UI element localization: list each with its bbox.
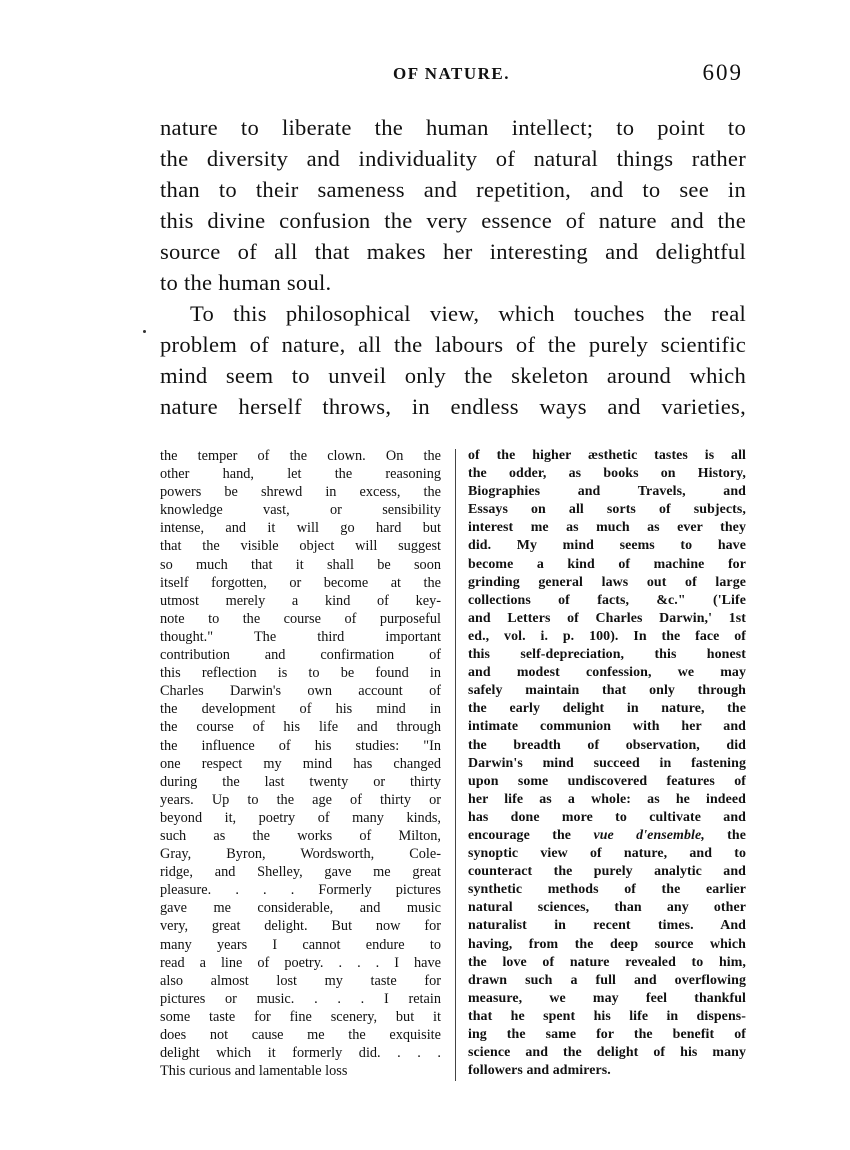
- footnote-line: that he spent his life in dispens-: [468, 1008, 746, 1024]
- italic-phrase: vue d'ensemble,: [593, 827, 705, 843]
- footnote-line: Gray, Byron, Wordsworth, Cole-: [160, 846, 441, 863]
- footnote-line: her life as a whole: as he indeed: [468, 791, 746, 807]
- footnote-right-column: [468, 447, 746, 1080]
- footnote-line: the breadth of observation, did: [468, 737, 746, 753]
- footnote-line: the influence of his studies: "In: [160, 737, 441, 754]
- running-title: OF NATURE.: [393, 64, 510, 83]
- footnote-line: many years I cannot endure to: [160, 936, 441, 953]
- main-paragraphs: [160, 112, 746, 422]
- footnote-line: having, from the deep source which: [468, 936, 746, 952]
- footnote-line: beyond it, poetry of many kinds,: [160, 809, 441, 826]
- footnote-line: delight which it formerly did. . . .: [160, 1045, 441, 1062]
- footnote-line: ing the same for the benefit of: [468, 1027, 746, 1042]
- footnote-line: natural sciences, than any other: [468, 900, 746, 916]
- footnote-line: during the last twenty or thirty: [160, 773, 441, 790]
- footnote-line: ridge, and Shelley, gave me great: [160, 864, 441, 881]
- main-text-line: to the human soul.: [160, 270, 332, 295]
- running-head: [160, 60, 743, 90]
- footnote-line: the temper of the clown. On the: [160, 448, 441, 464]
- footnote-line: does not cause me the exquisite: [160, 1027, 441, 1043]
- footnote-line: very, great delight. But now for: [160, 918, 441, 935]
- footnote-line: ed., vol. i. p. 100). In the face of: [468, 628, 746, 644]
- footnote-line: become a kind of machine for: [468, 556, 746, 572]
- footnote-line: also almost lost my taste for: [160, 972, 441, 989]
- footnote-line: such as the works of Milton,: [160, 827, 441, 844]
- main-text-line: problem of nature, all the labours of the purely scientific: [160, 332, 746, 357]
- footnote-line: synthetic methods of the earlier: [468, 882, 746, 898]
- footnote-line: gave me considerable, and music: [160, 900, 441, 917]
- footnote-line: and modest confession, we may: [468, 665, 746, 681]
- footnote-line: grinding general laws out of large: [468, 574, 746, 590]
- footnote-line: read a line of poetry. . . . I have: [160, 954, 441, 971]
- footnote-line: followers and admirers.: [468, 1063, 611, 1079]
- footnote-line: thought." The third important: [160, 628, 441, 645]
- footnote-line: Essays on all sorts of subjects,: [468, 502, 746, 518]
- footnote-line: the odder, as books on History,: [468, 466, 746, 482]
- footnote-line: the development of his mind in: [160, 701, 441, 718]
- footnote-line: and Letters of Charles Darwin,' 1st: [468, 610, 746, 626]
- footnote-line: did. My mind seems to have: [468, 538, 746, 554]
- main-text-line: To this philosophical view, which touches the real: [190, 301, 746, 326]
- footnote-left-column: [160, 447, 441, 1080]
- main-text-line: nature herself throws, in endless ways and varieties,: [160, 394, 746, 419]
- footnote-line: the love of nature revealed to him,: [468, 954, 746, 970]
- footnote-line: of the higher æsthetic tastes is all: [468, 448, 746, 463]
- column-divider: [455, 449, 456, 1081]
- footnote-line: this self-depreciation, this honest: [468, 647, 746, 663]
- footnote-line: Biographies and Travels, and: [468, 484, 746, 500]
- footnote-line: the early delight in nature, the: [468, 701, 746, 717]
- footnote-line: pleasure. . . . Formerly pictures: [160, 882, 441, 899]
- page-number: 609: [702, 60, 743, 85]
- footnote-line: safely maintain that only through: [468, 683, 746, 699]
- footnote-line: collections of facts, &c." ('Life: [468, 592, 746, 608]
- footnote-text: encourage the: [468, 827, 594, 843]
- main-text-line: source of all that makes her interesting and delightful: [160, 239, 746, 264]
- footnote-line: Darwin's mind succeed in fastening: [468, 755, 746, 771]
- footnote-line: has done more to cultivate and: [468, 809, 746, 825]
- footnote-line: this reflection is to be found in: [160, 665, 441, 682]
- footnote-line: note to the course of purposeful: [160, 610, 441, 627]
- footnote-line: pictures or music. . . . I retain: [160, 990, 441, 1007]
- footnote-line: science and the delight of his many: [468, 1045, 746, 1061]
- footnote-line: knowledge vast, or sensibility: [160, 502, 441, 519]
- main-text-line: than to their sameness and repetition, and to see in: [160, 177, 746, 202]
- footnote-line: other hand, let the reasoning: [160, 466, 441, 483]
- footnote-line: contribution and confirmation of: [160, 647, 441, 664]
- main-text-line: this divine confusion the very essence of nature and the: [160, 208, 746, 233]
- footnote-line: so much that it shall be soon: [160, 556, 441, 573]
- footnote-line: Charles Darwin's own account of: [160, 683, 441, 700]
- footnote-line: naturalist in recent times. And: [468, 918, 746, 934]
- footnote-line: This curious and lamentable loss: [160, 1063, 348, 1080]
- main-text-line: nature to liberate the human intellect; to point to: [160, 115, 746, 140]
- footnote-line: the course of his life and through: [160, 719, 441, 736]
- footnote-line: interest me as much as ever they: [468, 520, 746, 536]
- footnote-line: upon some undiscovered features of: [468, 773, 746, 789]
- footnote-line: synoptic view of nature, and to: [468, 846, 746, 862]
- footnote-line: one respect my mind has changed: [160, 755, 441, 772]
- footnote-line: years. Up to the age of thirty or: [160, 791, 441, 808]
- footnote: [160, 447, 746, 1097]
- footnote-line-with-italic: [468, 827, 746, 845]
- footnote-line: drawn such a full and overflowing: [468, 972, 746, 988]
- footnote-line: counteract the purely analytic and: [468, 864, 746, 880]
- main-text-line: the diversity and individuality of natural things rather: [160, 146, 746, 171]
- footnote-line: itself forgotten, or become at the: [160, 574, 441, 591]
- footnote-line: that the visible object will suggest: [160, 538, 441, 555]
- main-text-line: mind seem to unveil only the skeleton around which: [160, 363, 746, 388]
- footnote-line: measure, we may feel thankful: [468, 990, 746, 1006]
- footnote-line: intimate communion with her and: [468, 719, 746, 735]
- footnote-line: powers be shrewd in excess, the: [160, 484, 441, 501]
- footnote-line: intense, and it will go hard but: [160, 520, 441, 537]
- footnote-line: some taste for fine scenery, but it: [160, 1008, 441, 1025]
- stray-ink-mark: [143, 330, 146, 333]
- footnote-text: the: [704, 827, 746, 843]
- footnote-line: utmost merely a kind of key-: [160, 592, 441, 609]
